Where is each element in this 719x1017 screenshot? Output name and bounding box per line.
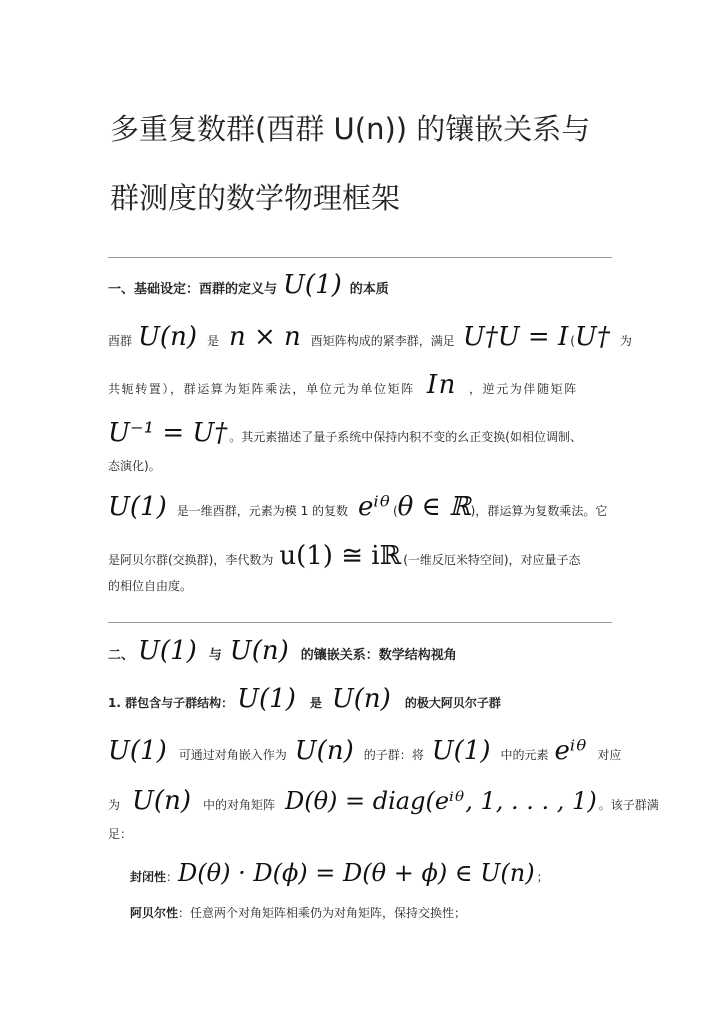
section-2-heading [108,638,613,671]
heading-text: 与 [208,648,222,663]
closure-property-item [130,860,612,887]
paragraph-line [108,543,613,570]
section-divider [108,622,612,623]
math-theta-real: θ ∈ ℝ [397,492,471,522]
text-span: 是一维酉群，元素为模 1 的复数 [176,504,349,518]
subsection-1-heading [108,686,613,718]
text-span: 中的元素 [500,748,549,762]
abelian-property-item [130,903,612,923]
math-un: U(n) [138,322,197,352]
math-un: U(n) [229,636,289,666]
math-unitary-condition: U†U = I [462,322,569,352]
text-span: 是阿贝尔群(交换群)，李代数为 [108,553,274,567]
math-inverse: U⁻¹ = U† [108,418,228,448]
text-span: 。其元素描述了量子系统中保持内积不变的幺正变换(如相位调制、 [229,430,582,444]
math-u1: U(1) [237,684,296,714]
paragraph-line [108,372,613,399]
section-divider [108,257,612,258]
math-u1: U(1) [108,492,167,522]
math-un: U(n) [331,684,391,714]
heading-text: 的镶嵌关系：数学结构视角 [300,648,457,663]
text-span: 对应 [597,748,622,762]
text-span: ： [166,870,179,884]
text-span: 的子群：将 [363,748,424,762]
math-u-dagger: U† [574,322,610,352]
text-span: ，逆元为伴随矩阵 [469,382,578,396]
text-span: 是 [206,334,219,348]
text-span: ( [570,334,575,348]
heading-text: 一、基础设定：酉群的定义与 [108,282,278,297]
math-exponential: eⁱᶿ [358,492,391,522]
math-un: U(n) [294,736,354,766]
text-span: 为 [619,334,632,348]
text-span: 酉矩阵构成的紧李群，满足 [310,334,455,348]
math-u1: U(1) [283,270,342,300]
item-label: 阿贝尔性 [130,906,179,920]
paragraph-line [108,456,613,476]
text-span: )，群运算为复数乘法。它 [470,504,608,518]
heading-text: 的极大阿贝尔子群 [404,696,501,710]
text-span: (一维反厄米特空间)，对应量子态 [403,553,581,567]
text-span: ； [536,870,549,884]
paragraph-line [108,736,622,766]
text-span: ( [392,504,398,518]
paragraph-line [108,420,613,447]
math-closure: D(θ) · D(ϕ) = D(θ + ϕ) ∈ U(n) [178,859,535,887]
math-diag-matrix: D(θ) = diag(eⁱᶿ, 1, . . . , 1) [284,787,597,815]
text-span: 可通过对角嵌入作为 [178,748,287,762]
text-span: 。该子群满 [598,798,659,812]
math-un: U(n) [132,786,191,816]
heading-text: 二、 [108,648,135,663]
heading-text: 是 [309,696,322,710]
paragraph-line [108,824,613,844]
paragraph-line [108,786,659,816]
text-span: 态演化)。 [108,459,161,473]
math-identity: In [426,370,458,400]
paragraph-line [108,322,632,352]
math-exponential: eⁱᶿ [554,736,588,766]
text-span: 酉群 [108,334,133,348]
text-span: 足： [108,827,133,841]
item-label: 封闭性 [130,870,167,884]
paragraph-line [108,576,613,596]
math-u1: U(1) [108,736,167,766]
text-span: 中的对角矩阵 [202,798,275,812]
heading-text: 1. 群包含与子群结构： [108,696,234,710]
document-title-line-1: 多重复数群(酉群 U(n)) 的镶嵌关系与 [110,112,591,146]
text-span: 的相位自由度。 [108,579,193,593]
text-span: 为 [108,798,121,812]
math-n-by-n: n × n [228,322,301,352]
text-span: 共轭转置），群运算为矩阵乘法，单位元为单位矩阵 [108,382,415,396]
text-span: ：任意两个对角矩阵相乘仍为对角矩阵，保持交换性； [178,906,467,920]
math-lie-algebra: u(1) ≅ iℝ [279,541,402,571]
paragraph-line [108,494,613,521]
heading-text: 的本质 [349,282,389,297]
math-u1: U(1) [431,736,491,766]
math-u1: U(1) [138,636,197,666]
section-1-heading [108,272,613,305]
document-title-line-2: 群测度的数学物理框架 [110,181,401,215]
